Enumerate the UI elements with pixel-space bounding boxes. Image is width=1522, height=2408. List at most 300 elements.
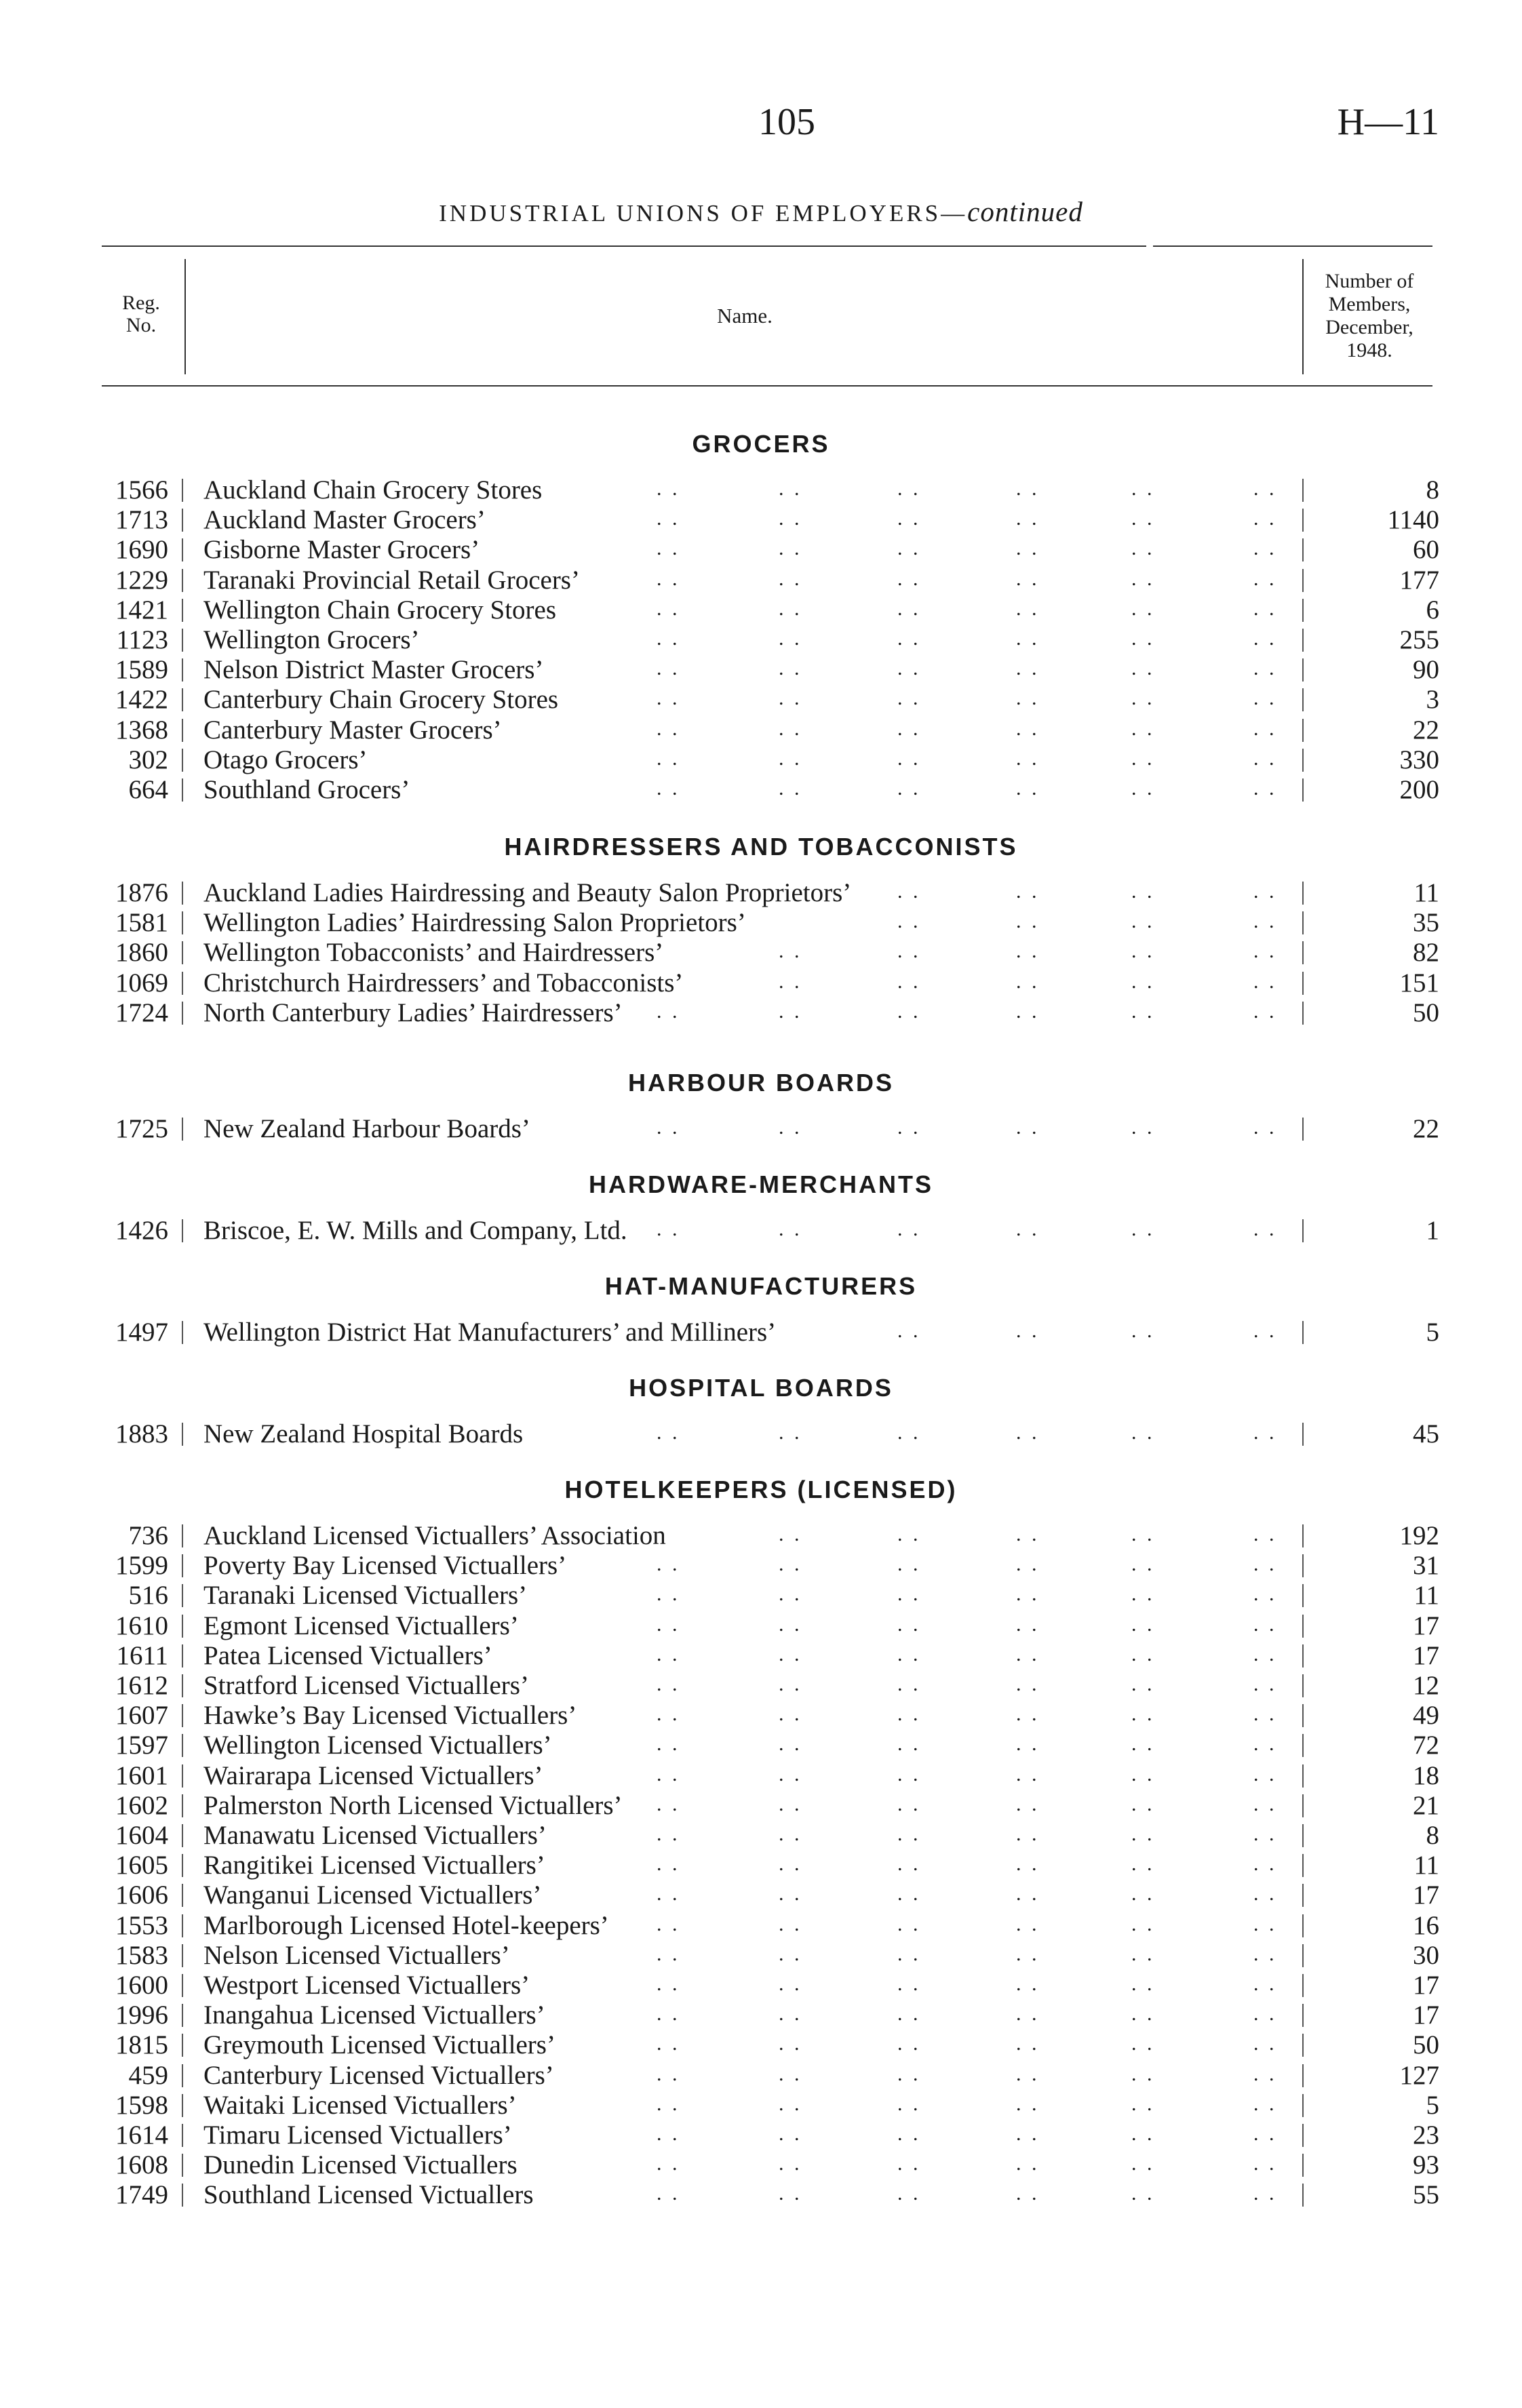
leader-dots: . . xyxy=(1016,567,1040,590)
leader-dots: . . xyxy=(779,2182,802,2205)
reg-no-column-header xyxy=(102,292,180,336)
column-divider-right xyxy=(1302,1321,1304,1344)
leader-dots: . . xyxy=(1131,1421,1155,1444)
union-name: Canterbury Licensed Victuallers’ xyxy=(203,2060,554,2090)
table-row xyxy=(0,1419,1522,1448)
leader-dots: . . xyxy=(1131,687,1155,710)
leader-dots: . . xyxy=(1131,1642,1155,1665)
section-title: HAT-MANUFACTURERS xyxy=(604,1272,918,1300)
leader-dots: . . xyxy=(1016,880,1040,903)
column-divider-right xyxy=(1302,569,1304,592)
column-divider-right xyxy=(1302,1002,1304,1025)
union-name: Briscoe, E. W. Mills and Company, Ltd. xyxy=(203,1216,627,1245)
column-divider-right xyxy=(1302,2094,1304,2117)
table-row xyxy=(0,565,1522,595)
leader-dots: . . xyxy=(1253,940,1277,963)
leader-dots: . . xyxy=(1131,537,1155,560)
leader-dots: . . xyxy=(1016,1000,1040,1023)
dot-leaders xyxy=(0,1580,1522,1610)
member-count: 22 xyxy=(1413,1114,1439,1143)
dot-leaders xyxy=(0,1670,1522,1700)
leader-dots: . . xyxy=(779,747,802,770)
dot-leaders xyxy=(0,505,1522,534)
reg-number: 1690 xyxy=(115,535,168,565)
members-header-line4: 1948. xyxy=(1346,339,1392,361)
member-count: 18 xyxy=(1413,1760,1439,1790)
leader-dots: . . xyxy=(897,1912,921,1935)
leader-dots: . . xyxy=(897,2152,921,2175)
leader-dots: . . xyxy=(657,747,680,770)
section-title: HARBOUR BOARDS xyxy=(628,1069,894,1097)
leader-dots: . . xyxy=(1131,2062,1155,2085)
union-name: Nelson District Master Grocers’ xyxy=(203,655,544,685)
leader-dots: . . xyxy=(779,1523,802,1545)
reg-number: 1713 xyxy=(115,505,168,535)
member-count: 90 xyxy=(1413,655,1439,685)
leader-dots: . . xyxy=(897,1583,921,1606)
leader-dots: . . xyxy=(779,2123,802,2145)
reg-number: 1883 xyxy=(115,1419,168,1448)
leader-dots: . . xyxy=(657,1853,680,1876)
dot-leaders xyxy=(0,1880,1522,1910)
reg-number: 1606 xyxy=(115,1880,168,1910)
table-row xyxy=(0,745,1522,774)
union-name: Marlborough Licensed Hotel-keepers’ xyxy=(203,1910,609,1940)
member-count: 23 xyxy=(1413,2120,1439,2150)
reg-number: 1725 xyxy=(115,1114,168,1143)
leader-dots: . . xyxy=(1016,777,1040,800)
leader-dots: . . xyxy=(1016,747,1040,770)
leader-dots: . . xyxy=(779,1703,802,1726)
leader-dots: . . xyxy=(897,1218,921,1240)
union-name: Wellington District Hat Manufacturers’ and Milliners’ xyxy=(203,1318,777,1347)
leader-dots: . . xyxy=(779,1642,802,1665)
leader-dots: . . xyxy=(1253,1553,1277,1576)
leader-dots: . . xyxy=(897,507,921,530)
leader-dots: . . xyxy=(1016,1642,1040,1665)
reg-number: 1581 xyxy=(115,908,168,938)
leader-dots: . . xyxy=(657,1823,680,1845)
member-count: 30 xyxy=(1413,1940,1439,1970)
leader-dots: . . xyxy=(657,1642,680,1665)
dot-leaders xyxy=(0,1113,1522,1143)
reg-number: 1608 xyxy=(115,2150,168,2180)
reg-number: 1815 xyxy=(115,2030,168,2060)
dot-leaders xyxy=(0,534,1522,564)
leader-dots: . . xyxy=(779,2062,802,2085)
leader-dots: . . xyxy=(1016,2092,1040,2115)
leader-dots: . . xyxy=(897,1000,921,1023)
dot-leaders xyxy=(0,2000,1522,2030)
union-name: Wellington Grocers’ xyxy=(203,625,420,654)
leader-dots: . . xyxy=(1016,1421,1040,1444)
leader-dots: . . xyxy=(1253,507,1277,530)
column-divider-right xyxy=(1302,479,1304,502)
members-header-line1: Number of xyxy=(1325,270,1414,292)
leader-dots: . . xyxy=(779,717,802,740)
dot-leaders xyxy=(0,595,1522,625)
reg-number: 1607 xyxy=(115,1701,168,1731)
leader-dots: . . xyxy=(1016,1882,1040,1906)
leader-dots: . . xyxy=(897,2032,921,2055)
leader-dots: . . xyxy=(897,1882,921,1906)
leader-dots: . . xyxy=(1016,687,1040,710)
header-top-rule xyxy=(102,245,1146,247)
leader-dots: . . xyxy=(897,1523,921,1545)
leader-dots: . . xyxy=(779,1613,802,1636)
member-count: 22 xyxy=(1413,715,1439,745)
column-divider-right xyxy=(1302,1554,1304,1577)
leader-dots: . . xyxy=(1131,1116,1155,1139)
table-row xyxy=(0,1820,1522,1850)
table-row xyxy=(0,1640,1522,1670)
leader-dots: . . xyxy=(657,1116,680,1139)
leader-dots: . . xyxy=(1253,1762,1277,1785)
column-divider-right xyxy=(1302,1854,1304,1877)
leader-dots: . . xyxy=(779,1792,802,1815)
leader-dots: . . xyxy=(1131,1823,1155,1845)
union-name: New Zealand Harbour Boards’ xyxy=(203,1114,530,1143)
leader-dots: . . xyxy=(657,2123,680,2145)
leader-dots: . . xyxy=(779,2092,802,2115)
reg-header-line2: No. xyxy=(125,314,157,336)
column-divider-right xyxy=(1302,1118,1304,1141)
reg-number: 1614 xyxy=(115,2120,168,2150)
union-name: Patea Licensed Victuallers’ xyxy=(203,1640,492,1670)
dot-leaders xyxy=(0,2120,1522,2150)
dot-leaders xyxy=(0,1550,1522,1580)
table-row xyxy=(0,1700,1522,1730)
leader-dots: . . xyxy=(1253,1000,1277,1023)
leader-dots: . . xyxy=(1131,1942,1155,1965)
dot-leaders xyxy=(0,2030,1522,2059)
table-row xyxy=(0,1670,1522,1700)
leader-dots: . . xyxy=(1016,1673,1040,1695)
dot-leaders xyxy=(0,937,1522,967)
leader-dots: . . xyxy=(779,1000,802,1023)
reg-number: 1553 xyxy=(115,1910,168,1940)
reg-number: 1566 xyxy=(115,475,168,505)
dot-leaders xyxy=(0,1850,1522,1880)
leader-dots: . . xyxy=(779,507,802,530)
leader-dots: . . xyxy=(1253,657,1277,680)
leader-dots: . . xyxy=(897,2123,921,2145)
reg-number: 1368 xyxy=(115,715,168,745)
column-divider-right xyxy=(1302,1704,1304,1727)
union-name: Wellington Tobacconists’ and Hairdressers’ xyxy=(203,938,664,968)
member-count: 11 xyxy=(1413,1851,1439,1880)
leader-dots: . . xyxy=(1131,2182,1155,2205)
dot-leaders xyxy=(0,745,1522,774)
leader-dots: . . xyxy=(897,777,921,800)
union-name: Nelson Licensed Victuallers’ xyxy=(203,1940,510,1970)
table-row xyxy=(0,1317,1522,1347)
leader-dots: . . xyxy=(657,1882,680,1906)
member-count: 17 xyxy=(1413,1880,1439,1910)
dot-leaders xyxy=(0,1940,1522,1970)
member-count: 5 xyxy=(1426,1318,1439,1347)
reg-number: 516 xyxy=(128,1581,168,1611)
dot-leaders xyxy=(0,625,1522,654)
reg-number: 664 xyxy=(128,775,168,804)
leader-dots: . . xyxy=(897,1823,921,1845)
reg-number: 1996 xyxy=(115,2000,168,2030)
column-divider-right xyxy=(1302,2184,1304,2207)
leader-dots: . . xyxy=(1016,2032,1040,2055)
leader-dots: . . xyxy=(1016,910,1040,933)
leader-dots: . . xyxy=(1016,597,1040,620)
table-row xyxy=(0,1970,1522,2000)
leader-dots: . . xyxy=(1253,2152,1277,2175)
leader-dots: . . xyxy=(1253,1882,1277,1906)
leader-dots: . . xyxy=(657,1733,680,1756)
reg-number: 1069 xyxy=(115,968,168,998)
leader-dots: . . xyxy=(1131,940,1155,963)
leader-dots: . . xyxy=(897,627,921,650)
leader-dots: . . xyxy=(1131,747,1155,770)
leader-dots: . . xyxy=(1131,1000,1155,1023)
column-divider-right xyxy=(1302,1794,1304,1817)
member-count: 17 xyxy=(1413,1611,1439,1640)
running-head xyxy=(0,195,1522,228)
union-name: Greymouth Licensed Victuallers’ xyxy=(203,2030,555,2060)
leader-dots: . . xyxy=(1016,2182,1040,2205)
table-row xyxy=(0,998,1522,1027)
table-row xyxy=(0,1215,1522,1245)
leader-dots: . . xyxy=(1131,2152,1155,2175)
leader-dots: . . xyxy=(779,1762,802,1785)
leader-dots: . . xyxy=(779,537,802,560)
union-name: Auckland Chain Grocery Stores xyxy=(203,475,543,505)
leader-dots: . . xyxy=(1131,2092,1155,2115)
column-divider-right xyxy=(1302,2064,1304,2087)
leader-dots: . . xyxy=(657,1613,680,1636)
column-divider-right xyxy=(1302,1644,1304,1667)
leader-dots: . . xyxy=(897,567,921,590)
table-row xyxy=(0,2030,1522,2059)
leader-dots: . . xyxy=(1253,2123,1277,2145)
leader-dots: . . xyxy=(1016,1523,1040,1545)
reg-number: 1497 xyxy=(115,1318,168,1347)
leader-dots: . . xyxy=(1016,627,1040,650)
table-row xyxy=(0,2060,1522,2090)
reg-number: 1599 xyxy=(115,1551,168,1581)
union-name: Manawatu Licensed Victuallers’ xyxy=(203,1821,547,1850)
leader-dots: . . xyxy=(1131,910,1155,933)
union-name: Egmont Licensed Victuallers’ xyxy=(203,1611,519,1640)
leader-dots: . . xyxy=(657,777,680,800)
leader-dots: . . xyxy=(1131,1553,1155,1576)
dot-leaders xyxy=(0,2090,1522,2120)
name-column-header: Name. xyxy=(717,304,773,328)
union-name: Taranaki Licensed Victuallers’ xyxy=(203,1581,528,1611)
union-name: Canterbury Master Grocers’ xyxy=(203,715,502,745)
leader-dots: . . xyxy=(897,1642,921,1665)
leader-dots: . . xyxy=(1016,1116,1040,1139)
member-count: 82 xyxy=(1413,938,1439,968)
reg-number: 459 xyxy=(128,2060,168,2090)
leader-dots: . . xyxy=(1016,717,1040,740)
leader-dots: . . xyxy=(657,477,680,500)
dot-leaders xyxy=(0,1640,1522,1670)
leader-dots: . . xyxy=(779,477,802,500)
table-row xyxy=(0,595,1522,625)
members-header-line3: December, xyxy=(1325,316,1413,338)
leader-dots: . . xyxy=(897,537,921,560)
dot-leaders xyxy=(0,1611,1522,1640)
reg-number: 302 xyxy=(128,745,168,774)
leader-dots: . . xyxy=(657,567,680,590)
leader-dots: . . xyxy=(779,1912,802,1935)
leader-dots: . . xyxy=(657,1583,680,1606)
leader-dots: . . xyxy=(1253,747,1277,770)
leader-dots: . . xyxy=(779,2152,802,2175)
reg-number: 1583 xyxy=(115,1940,168,1970)
table-row xyxy=(0,505,1522,534)
leader-dots: . . xyxy=(1253,717,1277,740)
column-divider-right xyxy=(1302,972,1304,995)
column-divider-right xyxy=(1302,599,1304,622)
reg-number: 1860 xyxy=(115,938,168,968)
running-head-title: INDUSTRIAL UNIONS OF EMPLOYERS— xyxy=(439,200,968,226)
union-name: Timaru Licensed Victuallers’ xyxy=(203,2120,512,2150)
leader-dots: . . xyxy=(657,1792,680,1815)
leader-dots: . . xyxy=(1253,537,1277,560)
union-name: Otago Grocers’ xyxy=(203,745,368,774)
dot-leaders xyxy=(0,1910,1522,1940)
member-count: 6 xyxy=(1426,595,1439,625)
leader-dots: . . xyxy=(657,1973,680,1995)
leader-dots: . . xyxy=(1016,477,1040,500)
union-name: Gisborne Master Grocers’ xyxy=(203,535,480,565)
dot-leaders xyxy=(0,684,1522,714)
table-row xyxy=(0,1520,1522,1550)
leader-dots: . . xyxy=(1016,1762,1040,1785)
section-title: GROCERS xyxy=(692,430,830,458)
member-count: 11 xyxy=(1413,1581,1439,1611)
leader-dots: . . xyxy=(897,2002,921,2026)
leader-dots: . . xyxy=(779,1116,802,1139)
leader-dots: . . xyxy=(657,1218,680,1240)
leader-dots: . . xyxy=(897,747,921,770)
dot-leaders xyxy=(0,1520,1522,1550)
leader-dots: . . xyxy=(657,1912,680,1935)
table-row xyxy=(0,2150,1522,2179)
reg-number: 1229 xyxy=(115,565,168,595)
leader-dots: . . xyxy=(1253,1523,1277,1545)
leader-dots: . . xyxy=(1131,880,1155,903)
leader-dots: . . xyxy=(1131,1523,1155,1545)
leader-dots: . . xyxy=(657,537,680,560)
member-count: 330 xyxy=(1399,745,1439,774)
reg-number: 1876 xyxy=(115,878,168,907)
union-name: Westport Licensed Victuallers’ xyxy=(203,1971,530,2000)
leader-dots: . . xyxy=(657,657,680,680)
column-divider-right xyxy=(1302,1914,1304,1937)
leader-dots: . . xyxy=(1253,1116,1277,1139)
page-number: 105 xyxy=(758,101,815,143)
leader-dots: . . xyxy=(1253,1703,1277,1726)
union-name: Auckland Ladies Hairdressing and Beauty Salon Proprietors’ xyxy=(203,878,852,907)
union-name: Stratford Licensed Victuallers’ xyxy=(203,1671,529,1700)
leader-dots: . . xyxy=(1253,1853,1277,1876)
union-name: Waitaki Licensed Victuallers’ xyxy=(203,2090,517,2120)
leader-dots: . . xyxy=(1131,2002,1155,2026)
column-divider-right xyxy=(1302,911,1304,934)
union-name: Wairarapa Licensed Victuallers’ xyxy=(203,1760,543,1790)
reg-number: 1612 xyxy=(115,1671,168,1700)
leader-dots: . . xyxy=(897,1853,921,1876)
leader-dots: . . xyxy=(897,2092,921,2115)
column-divider-right xyxy=(1302,509,1304,532)
leader-dots: . . xyxy=(657,687,680,710)
column-divider-right xyxy=(1302,2154,1304,2177)
member-count: 17 xyxy=(1413,1640,1439,1670)
leader-dots: . . xyxy=(897,1421,921,1444)
leader-dots: . . xyxy=(1253,1942,1277,1965)
member-count: 17 xyxy=(1413,1971,1439,2000)
member-count: 16 xyxy=(1413,1910,1439,1940)
leader-dots: . . xyxy=(779,1942,802,1965)
member-count: 177 xyxy=(1399,565,1439,595)
dot-leaders xyxy=(0,2060,1522,2090)
document-reference: H—11 xyxy=(1337,101,1439,143)
dot-leaders xyxy=(0,1730,1522,1760)
dot-leaders xyxy=(0,2150,1522,2179)
union-name: Palmerston North Licensed Victuallers’ xyxy=(203,1790,623,1820)
leader-dots: . . xyxy=(1131,1218,1155,1240)
union-name: Auckland Master Grocers’ xyxy=(203,505,486,535)
table-row xyxy=(0,1940,1522,1970)
leader-dots: . . xyxy=(779,1583,802,1606)
column-divider-right xyxy=(1302,778,1304,802)
reg-number: 1605 xyxy=(115,1851,168,1880)
member-count: 1 xyxy=(1426,1216,1439,1245)
leader-dots: . . xyxy=(1131,567,1155,590)
leader-dots: . . xyxy=(1131,1673,1155,1695)
leader-dots: . . xyxy=(897,970,921,993)
leader-dots: . . xyxy=(1131,1792,1155,1815)
leader-dots: . . xyxy=(1131,1613,1155,1636)
member-count: 255 xyxy=(1399,625,1439,654)
leader-dots: . . xyxy=(657,717,680,740)
leader-dots: . . xyxy=(1253,2182,1277,2205)
header-divider-left xyxy=(184,259,186,374)
running-head-continued: continued xyxy=(967,196,1083,227)
leader-dots: . . xyxy=(1016,970,1040,993)
reg-number: 1600 xyxy=(115,1971,168,2000)
column-divider-right xyxy=(1302,538,1304,561)
leader-dots: . . xyxy=(1253,1673,1277,1695)
reg-number: 1611 xyxy=(116,1640,168,1670)
dot-leaders xyxy=(0,877,1522,907)
leader-dots: . . xyxy=(1016,507,1040,530)
column-divider-right xyxy=(1302,1884,1304,1907)
column-divider-right xyxy=(1302,1944,1304,1967)
leader-dots: . . xyxy=(1253,1912,1277,1935)
leader-dots: . . xyxy=(1253,777,1277,800)
dot-leaders xyxy=(0,1970,1522,2000)
leader-dots: . . xyxy=(1253,910,1277,933)
column-divider-right xyxy=(1302,1615,1304,1638)
reg-number: 1426 xyxy=(115,1216,168,1245)
table-row xyxy=(0,1850,1522,1880)
table-row xyxy=(0,1910,1522,1940)
leader-dots: . . xyxy=(1253,597,1277,620)
reg-number: 1589 xyxy=(115,655,168,685)
reg-number: 1604 xyxy=(115,1821,168,1850)
leader-dots: . . xyxy=(897,687,921,710)
